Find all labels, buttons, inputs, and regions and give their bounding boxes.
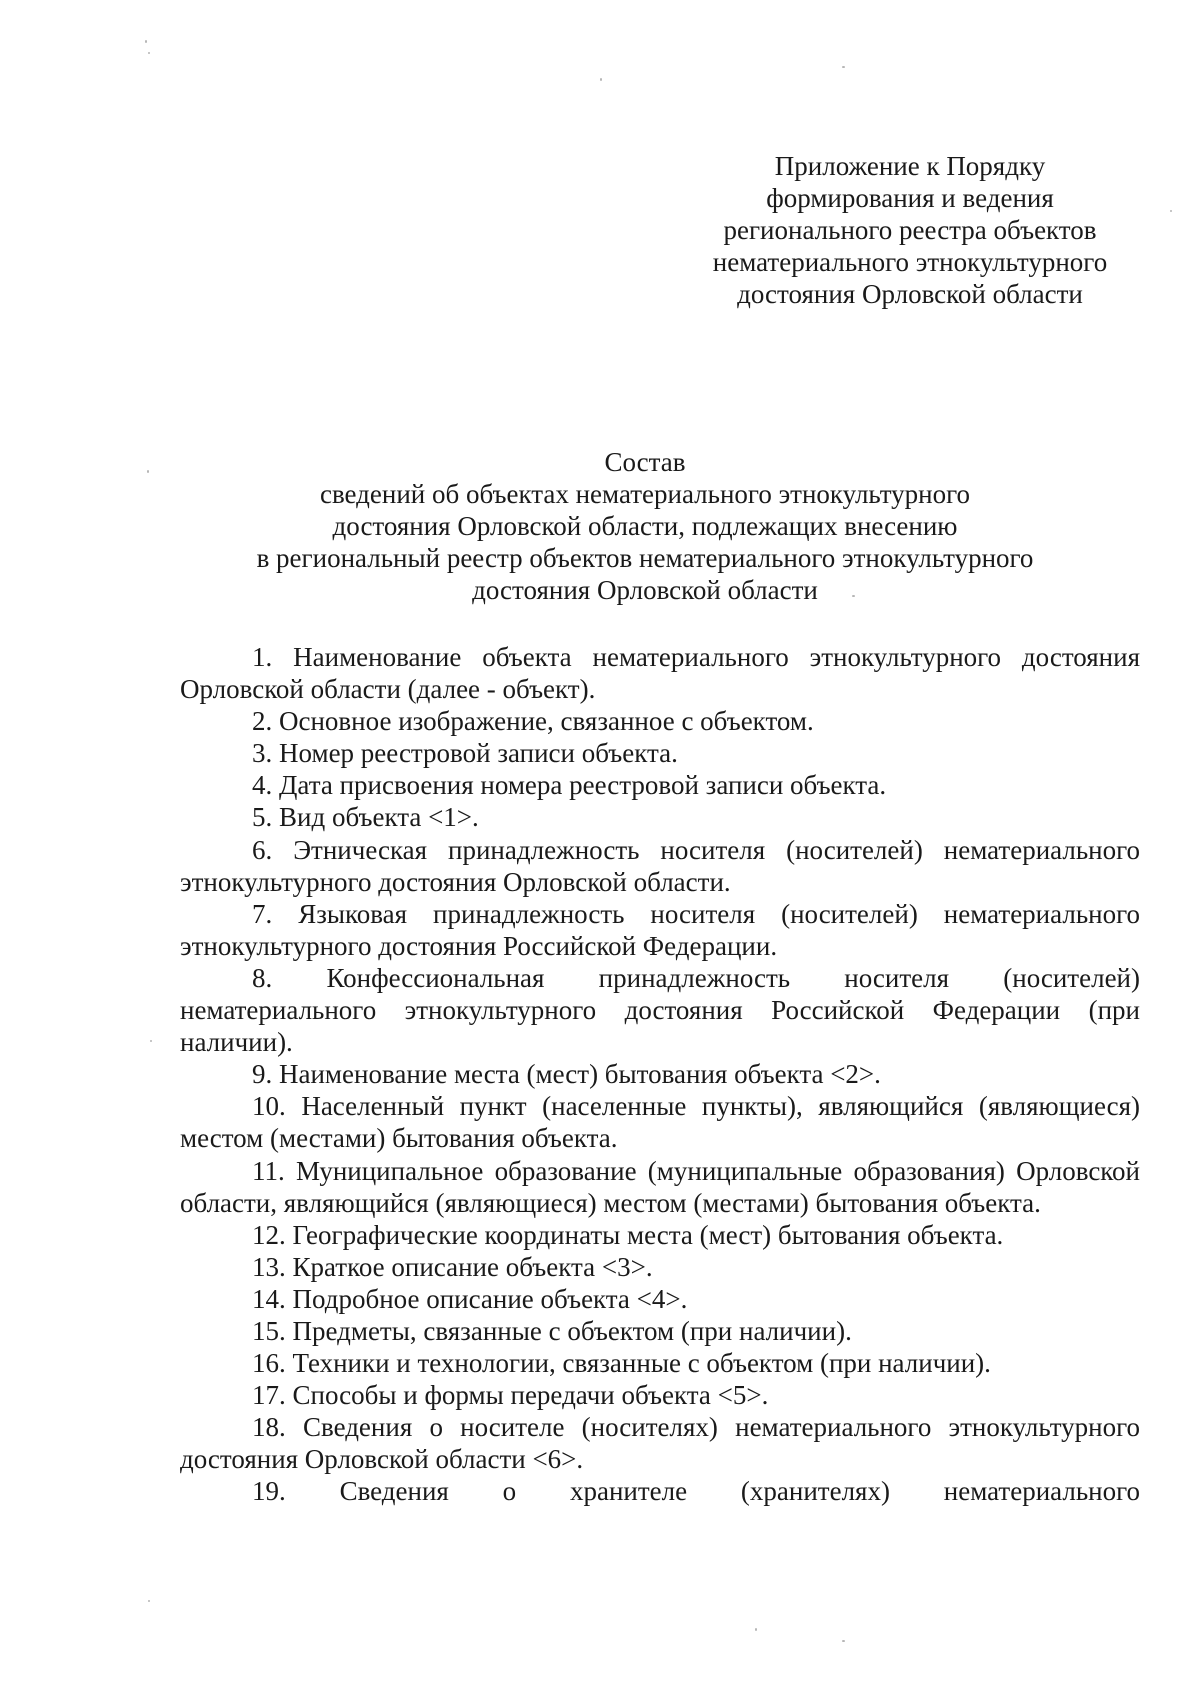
list-item: 4. Дата присвоения номера реестровой записи объекта.	[252, 770, 887, 801]
scan-speck	[852, 595, 855, 597]
scan-speck	[148, 52, 150, 54]
appendix-line: регионального реестра объектов	[723, 215, 1097, 245]
list-item: 7. Языковая принадлежность носителя (носителей) нематериального этнокультурного достояния Российской Федерации.	[180, 898, 1140, 961]
list-item: 1. Наименование объекта нематериального этнокультурного достояния Орловской области (далее - объект).	[180, 642, 1140, 705]
scan-speck	[150, 1040, 152, 1042]
list-item: 13. Краткое описание объекта <3>.	[252, 1251, 653, 1282]
appendix-line: Приложение к Порядку	[774, 151, 1046, 181]
appendix-header	[660, 150, 1160, 310]
title-line: в региональный реестр объектов нематериального этнокультурного	[256, 543, 1034, 573]
list-item: 2. Основное изображение, связанное с объектом.	[252, 706, 814, 737]
list-item: 19. Сведения о хранителе (хранителях) нематериального	[252, 1476, 1140, 1507]
appendix-line: нематериального этнокультурного	[712, 247, 1108, 277]
appendix-line: формирования и ведения	[766, 183, 1054, 213]
list-item: 15. Предметы, связанные с объектом (при наличии).	[252, 1315, 852, 1346]
scan-speck	[842, 1640, 845, 1642]
title-line: достояния Орловской области	[472, 575, 818, 605]
document-title	[120, 446, 1170, 606]
title-line: сведений об объектах нематериального этнокультурного	[319, 479, 971, 509]
appendix-line: достояния Орловской области	[737, 279, 1083, 309]
list-item: 16. Техники и технологии, связанные с объектом (при наличии).	[252, 1348, 991, 1379]
scan-speck	[147, 470, 149, 473]
title-line: достояния Орловской области, подлежащих внесению	[332, 511, 958, 541]
scan-speck	[755, 1628, 757, 1631]
list-item: 9. Наименование места (мест) бытования объекта <2>.	[252, 1059, 881, 1090]
scan-speck	[842, 66, 845, 68]
list-item: 12. Географические координаты места (мест) бытования объекта.	[252, 1219, 1004, 1250]
scan-speck	[148, 1600, 150, 1602]
list-item: 18. Сведения о носителе (носителях) нематериального этнокультурного достояния Орловской области <6>.	[180, 1412, 1140, 1475]
title-heading: Состав	[604, 447, 686, 477]
scan-speck	[600, 78, 602, 81]
list-item: 8. Конфессиональная принадлежность носителя (носителей) нематериального этнокультурного достояния Российской Федерации (при наличии).	[180, 962, 1140, 1058]
list-item: 3. Номер реестровой записи объекта.	[252, 738, 678, 769]
list-item: 11. Муниципальное образование (муниципальные образования) Орловской области, являющийся (являющиеся) местом (местами) бытования объекта.	[180, 1155, 1140, 1218]
list-item: 5. Вид объекта <1>.	[252, 802, 479, 833]
items-list	[180, 641, 1140, 1508]
list-item: 6. Этническая принадлежность носителя (носителей) нематериального этнокультурного достояния Орловской области.	[180, 834, 1140, 897]
list-item: 14. Подробное описание объекта <4>.	[252, 1283, 688, 1314]
list-item: 17. Способы и формы передачи объекта <5>.	[252, 1380, 769, 1411]
scan-speck	[145, 40, 147, 43]
scan-speck	[1170, 210, 1172, 212]
list-item: 10. Населенный пункт (населенные пункты), являющийся (являющиеся) местом (местами) бытования объекта.	[180, 1091, 1140, 1154]
